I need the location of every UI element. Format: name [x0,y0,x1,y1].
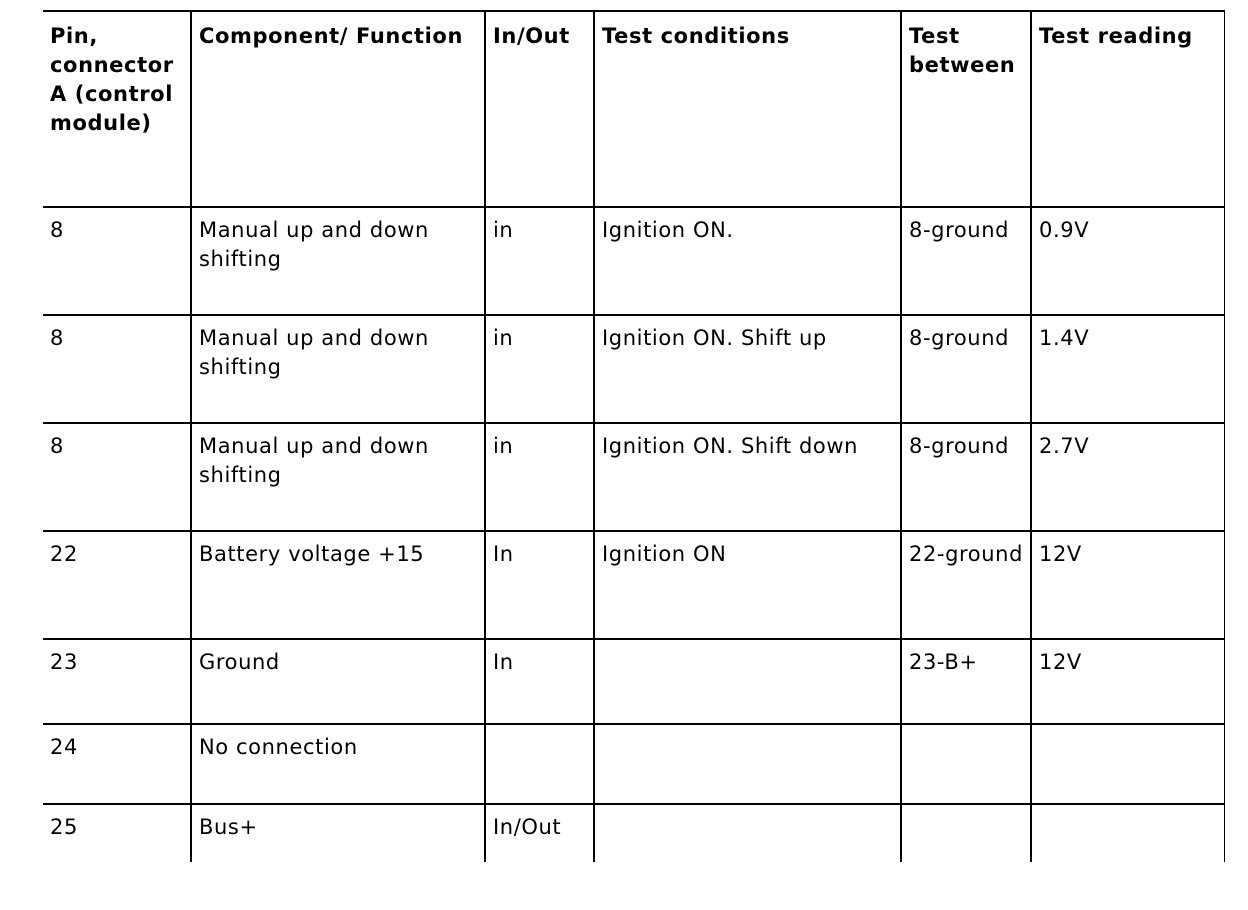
cell-pin: 22 [43,531,191,639]
header-test-conditions-label: Test conditions [602,24,790,48]
table-row [43,531,1225,639]
table-row [43,724,1225,804]
header-test-reading-label: Test reading [1039,24,1193,48]
pin-test-table [43,10,1225,862]
table-row [43,639,1225,724]
table-row [43,207,1225,315]
cell-test-conditions: Ignition ON. [594,207,901,315]
cell-component: Ground [191,639,485,724]
cell-test-reading: 12V [1031,639,1225,724]
cell-test-between: 23-B+ [901,639,1031,724]
cell-in-out: in [485,315,594,423]
cell-pin: 25 [43,804,191,862]
table-row [43,315,1225,423]
cell-test-conditions: Ignition ON. Shift down [594,423,901,531]
header-pin [43,11,191,207]
table-row [43,423,1225,531]
cell-test-reading: 12V [1031,531,1225,639]
header-test-conditions [594,11,901,207]
cell-in-out: In/Out [485,804,594,862]
cell-test-reading [1031,724,1225,804]
header-test-between-label: Test between [909,24,1016,77]
cell-test-between [901,724,1031,804]
cell-test-conditions: Ignition ON [594,531,901,639]
cell-test-reading [1031,804,1225,862]
cell-pin: 8 [43,207,191,315]
header-in-out [485,11,594,207]
header-pin-label: Pin, connector A (control module) [50,24,174,135]
cell-component: Manual up and down shifting [191,207,485,315]
cell-in-out: in [485,423,594,531]
header-component [191,11,485,207]
cell-pin: 23 [43,639,191,724]
cell-test-reading: 1.4V [1031,315,1225,423]
cell-component: Battery voltage +15 [191,531,485,639]
header-in-out-label: In/Out [493,24,570,48]
header-test-reading [1031,11,1225,207]
cell-component: Manual up and down shifting [191,423,485,531]
cell-test-reading: 2.7V [1031,423,1225,531]
cell-test-conditions [594,804,901,862]
header-row [43,11,1225,207]
cell-test-conditions: Ignition ON. Shift up [594,315,901,423]
cell-in-out: in [485,207,594,315]
cell-component: Bus+ [191,804,485,862]
cell-test-between: 8-ground [901,423,1031,531]
cell-component: No connection [191,724,485,804]
cell-test-between: 8-ground [901,315,1031,423]
header-component-label: Component/ Function [199,24,464,48]
cell-test-reading: 0.9V [1031,207,1225,315]
cell-in-out: In [485,639,594,724]
cell-test-conditions [594,724,901,804]
cell-test-between: 8-ground [901,207,1031,315]
cell-test-between: 22-ground [901,531,1031,639]
cell-component: Manual up and down shifting [191,315,485,423]
cell-pin: 8 [43,315,191,423]
cell-test-between [901,804,1031,862]
cell-in-out [485,724,594,804]
pin-table-container [43,10,1225,862]
cell-pin: 8 [43,423,191,531]
header-test-between [901,11,1031,207]
table-row [43,804,1225,862]
cell-test-conditions [594,639,901,724]
cell-in-out: In [485,531,594,639]
cell-pin: 24 [43,724,191,804]
